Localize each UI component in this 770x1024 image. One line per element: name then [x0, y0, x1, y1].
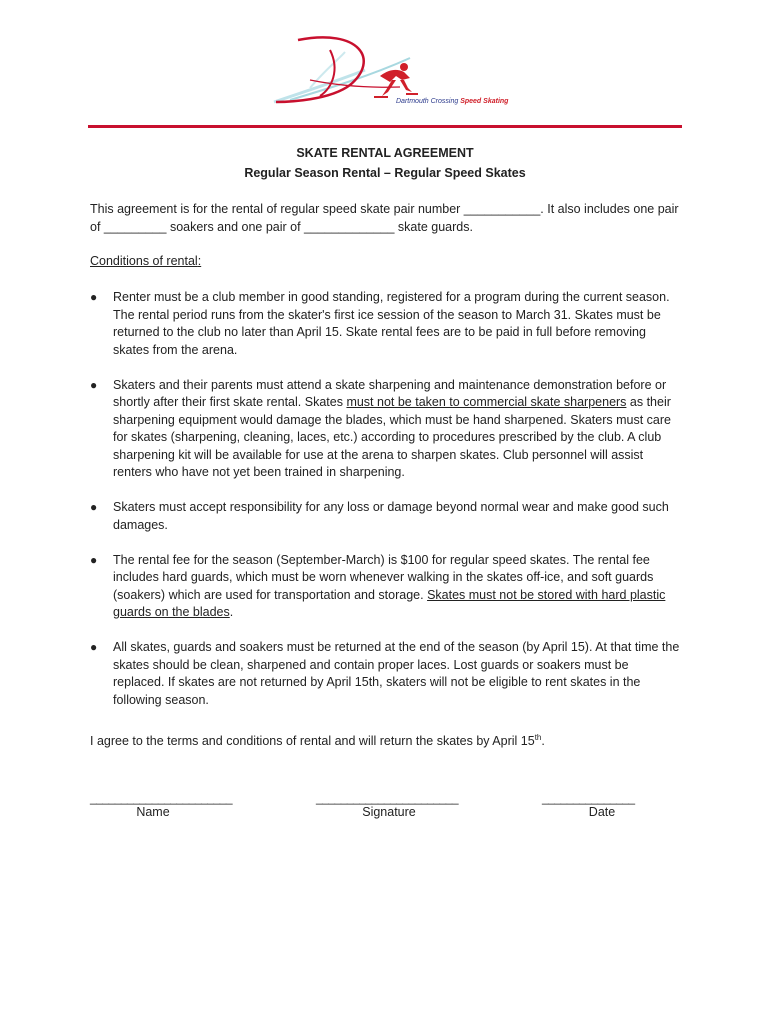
list-item	[90, 499, 682, 534]
list-item	[90, 639, 682, 709]
document-subtitle: Regular Season Rental – Regular Speed Skates	[244, 166, 526, 180]
condition-text-pre: The rental fee for the season (September-March) is $100 for regular speed skates. The rental fee includes hard guards, which must be worn whenever walking in the skates off-ice, and soft guards (soakers) which are used for transportation and storage.	[113, 552, 654, 602]
logo-caption-emphasis: Speed Skating	[460, 98, 509, 105]
conditions-heading-text: Conditions of rental	[90, 254, 198, 268]
condition-underlined: must not be taken to commercial skate sharpeners	[346, 395, 627, 409]
condition-text-post: .	[229, 605, 234, 619]
agreement-sup: th	[534, 733, 542, 742]
condition-underlined: Skates must not be stored with hard plastic guards on the blades	[113, 587, 666, 619]
bullet-icon: ●	[90, 552, 98, 567]
bullet-icon: ●	[90, 640, 98, 654]
signature-label: Signature	[362, 805, 416, 819]
name-signature-line[interactable]: _______________________	[90, 791, 232, 805]
document-title: SKATE RENTAL AGREEMENT	[296, 146, 474, 160]
agreement-statement	[90, 729, 680, 751]
bullet-icon: ●	[90, 377, 98, 392]
agreement-end: .	[541, 734, 545, 749]
logo-caption	[396, 98, 508, 105]
conditions-heading	[90, 253, 680, 271]
date-signature-line[interactable]: _______________	[542, 791, 635, 805]
condition-text: All skates, guards and soakers must be returned at the end of the season (by April 15). At that time the skates should be clean, sharpened and contain proper laces. Lost guards or soakers must be replaced. If skates are not returned by April 15th, skaters will not be eligible to rent skates in the following season.	[113, 640, 680, 707]
list-item	[90, 552, 682, 622]
agreement-text: I agree to the terms and conditions of rental and will return the skates by April 15	[90, 734, 535, 749]
name-label: Name	[136, 805, 170, 819]
list-item	[90, 377, 682, 482]
header-divider	[88, 125, 682, 128]
logo-caption-prefix: Dartmouth Crossing	[396, 98, 459, 105]
condition-text-pre: Skaters and their parents must attend a skate sharpening and maintenance demonstration before or shortly after their first skate rental. Skates	[113, 377, 667, 409]
conditions-list	[90, 289, 682, 727]
signature-line[interactable]: _______________________	[316, 791, 458, 805]
bullet-icon: ●	[90, 500, 98, 514]
list-item	[90, 289, 682, 359]
conditions-heading-colon: :	[197, 254, 202, 268]
condition-text: Renter must be a club member in good standing, registered for a program during the current season. The rental period runs from the skater's first ice session of the season to March 31. Skates must be returned to the club no later than April 15. Skate rental fees are to be paid in full before removing skates from the arena.	[113, 290, 670, 357]
date-label: Date	[588, 805, 616, 819]
bullet-icon: ●	[90, 290, 98, 304]
intro-paragraph: This agreement is for the rental of regular speed skate pair number ___________. It also includes one pair of _________ soakers and one pair of _____________ skate guards.	[90, 202, 679, 234]
condition-text-post: as their sharpening equipment would damage the blades, which must be hand sharpened. Skaters must care for skates (sharpening, cleaning, laces, etc.) according to procedures prescribed by the club. A club sharpening kit will be available for use at the arena to sharpen skates. Club personnel will assist renters who have not yet been trained in sharpening.	[113, 395, 671, 479]
skater-icon	[374, 63, 418, 98]
condition-text: Skaters must accept responsibility for any loss or damage beyond normal wear and make good such damages.	[113, 500, 669, 532]
